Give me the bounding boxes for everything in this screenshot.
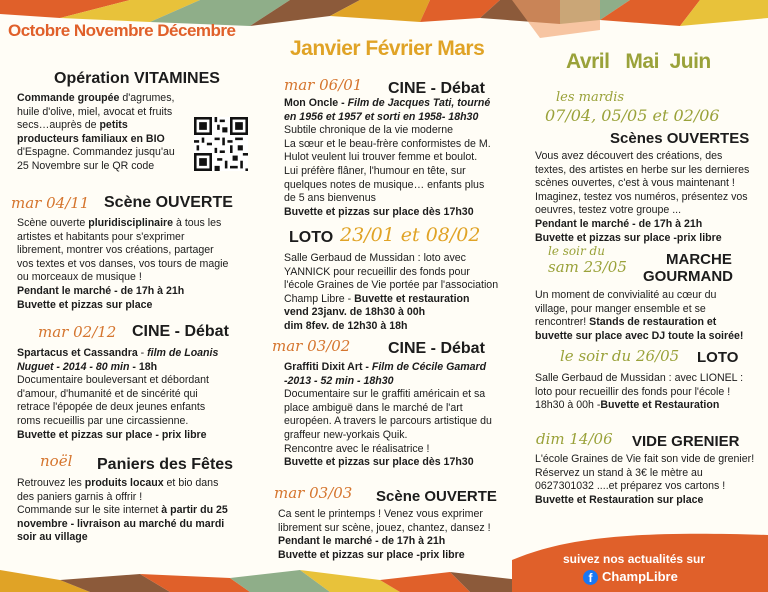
vide-grenier-text-line: 0627301032 ....et préparez vos cartons ! — [535, 480, 726, 493]
vitamines-text-line: producteurs familiaux en BIO — [17, 132, 165, 145]
cine-debat-text-line: - 18h — [129, 360, 158, 373]
loto-text-line: Salle Gerbaud de Mussidan : loto avec — [284, 252, 466, 264]
paniers-text — [17, 477, 255, 545]
marche-date: sam 23/05 — [548, 258, 627, 276]
cine1-date: mar 06/01 — [284, 76, 363, 94]
scenes-text-line: oeuvres, testez votre groupe ... — [535, 204, 682, 217]
cine2-text-line: Graffiti Dixit Art - — [284, 361, 372, 373]
cine-debat-text — [17, 347, 255, 442]
vitamines-text-line: 25 Novembre sur le QR code — [17, 159, 155, 172]
cine1-title: CINE - Débat — [388, 80, 485, 97]
paniers-text-line: soir au village — [17, 531, 88, 544]
cine-debat-text-line: Buvette et pizzas sur place - prix libre — [17, 428, 207, 441]
vide-grenier-text-line: L'école Graines de Vie fait son vide de grenier! — [535, 453, 755, 465]
loto-title: LOTO — [289, 229, 334, 246]
loto-text-line: vend 23janv. de 18h30 à 00h — [284, 306, 426, 319]
footer-follow-text: suivez nos actualités sur — [563, 552, 706, 566]
scenes-text-line: Imaginez, testez vos numéros, présentez vos — [535, 190, 748, 203]
scene2-date: mar 03/03 — [274, 484, 353, 502]
paniers-text-line: produits locaux — [84, 477, 164, 489]
vide-grenier-text — [535, 453, 765, 507]
scene2-text-line: Buvette et pizzas sur place -prix libre — [278, 548, 465, 561]
marche-title-2: GOURMAND — [643, 268, 733, 285]
paniers-text-line: à partir du 25 — [161, 504, 228, 517]
paniers-text-line: et bio dans — [163, 477, 219, 489]
paniers-text-line: des paniers garnis à offrir ! — [17, 490, 143, 503]
loto-text-line: Champ Libre - — [284, 292, 355, 305]
cine1-text-line: Mon Oncle - — [284, 97, 348, 109]
vitamines-text-line: secs…auprès de — [17, 119, 100, 132]
cine-debat-text-line: - 2014 - 80 min — [53, 360, 130, 373]
scene-ouverte-text-line: librement, montrer vos créations, partager — [17, 244, 214, 257]
cine-debat-text-line: roms recueillis par une circassienne. — [17, 414, 189, 427]
scene-ouverte-text-line: Scène ouverte — [17, 217, 89, 229]
qr-code[interactable] — [194, 117, 248, 171]
cine1-text — [284, 97, 510, 219]
scene-ouverte-date: mar 04/11 — [11, 194, 90, 212]
loto3-date: le soir du 26/05 — [560, 347, 680, 365]
loto-text-line: Buvette et restauration — [354, 292, 470, 305]
quarter-heading-q2: Janvier Février Mars — [290, 37, 485, 60]
cine1-text-line: La sœur et le beau-frère conformistes de M. — [284, 137, 491, 150]
loto3-text-line: Buvette et Restauration — [600, 399, 720, 412]
quarter-heading-q1: Octobre Novembre Décembre — [8, 21, 236, 40]
cine2-title: CINE - Débat — [388, 340, 485, 357]
marche-text-line: Stands de restauration et — [589, 316, 717, 329]
vitamines-text-line: d'agrumes, — [119, 92, 175, 104]
paniers-text-line: Commande sur le site internet — [17, 504, 162, 517]
scene-ouverte-text-line: Buvette et pizzas sur place — [17, 298, 153, 311]
loto3-title: LOTO — [697, 349, 739, 366]
scenes-text-line: textes, des artistes en herbe sur les dernieres — [535, 163, 750, 176]
scenes-text-line: Vous avez découvert des créations, des — [535, 150, 723, 162]
cine-debat-title: CINE - Débat — [132, 323, 229, 340]
marche-text-line: rencontrer! — [535, 316, 590, 329]
cine1-text-line: quelques notes de musique… enfants plus — [284, 178, 485, 191]
vide-grenier-text-line: Buvette et Restauration sur place — [535, 493, 704, 506]
cine1-text-line: Buvette et pizzas sur place dès 17h30 — [284, 205, 474, 218]
scene-ouverte-text-line: ou morceaux de musique ! — [17, 271, 142, 284]
marche-date-label: le soir du — [548, 244, 605, 258]
cine2-text-line: graffeur new-yorkais Quik. — [284, 428, 408, 441]
vitamines-text-line: d'Espagne. Commandez jusqu'au — [17, 146, 175, 159]
scene-ouverte-text-line: artistes et habitants pour s'exprimer — [17, 230, 185, 243]
scene2-text — [278, 508, 510, 562]
marche-text-line: village, pour manger ensemble et se — [535, 302, 706, 315]
scenes-text — [535, 150, 765, 245]
loto-text-line: l'école Graines de Vie portée par l'association — [284, 279, 499, 292]
marche-text-line: Un moment de convivialité au cœur du — [535, 289, 717, 301]
scenes-text-line: Pendant le marché - de 17h à 21h — [535, 217, 703, 230]
vitamines-text — [17, 92, 195, 174]
cine1-text-line: Hulot veulent lui trouver femme et boulot. — [284, 151, 478, 164]
loto3-text-line: 18h30 à 00h - — [535, 399, 601, 412]
marche-title-1: MARCHE — [666, 251, 732, 268]
cine-debat-text-line: Nuguet — [17, 360, 54, 373]
cine1-text-line: de 5 ans bienvenus — [284, 192, 376, 205]
scene-ouverte-text-line: vos textes et vos danses, vos tours de magie — [17, 257, 229, 270]
scene2-title: Scène OUVERTE — [376, 488, 497, 505]
vide-grenier-title: VIDE GRENIER — [632, 433, 740, 450]
loto-text-line: dim 8fev. de 12h30 à 18h — [284, 319, 408, 332]
scene2-text-line: librement sur scène, jouez, chantez, dansez ! — [278, 521, 491, 534]
cine-debat-text-line: - — [137, 347, 148, 359]
cine-debat-text-line: Documentaire bouleversant et débordant — [17, 374, 209, 387]
cine-debat-text-line: d'amour, d'humanité et de sincérité qui — [17, 387, 198, 400]
scene2-text-line: Ca sent le printemps ! Venez vous exprimer — [278, 508, 483, 520]
cine2-text-line: place ambiguë dans le marché de l'art — [284, 401, 463, 414]
cine-debat-date: mar 02/12 — [38, 323, 117, 341]
scene-ouverte-text-line: Pendant le marché - de 17h à 21h — [17, 284, 185, 297]
cine-debat-text-line: Spartacus et Cassandra — [17, 347, 138, 359]
scenes-date-label: les mardis — [556, 90, 625, 105]
loto-text — [284, 252, 510, 334]
paniers-text-line: novembre - livraison au marché du mardi — [17, 517, 225, 530]
scene-ouverte-text-line: à tous les — [173, 217, 222, 229]
scenes-text-line: scènes ouvertes, c'est à vous maintenant ! — [535, 177, 735, 190]
scene-ouverte-text — [17, 217, 255, 312]
loto3-text-line: loto pour recueillir des fonds pour l'école ! — [535, 385, 731, 398]
paniers-title: Paniers des Fêtes — [97, 456, 234, 473]
vitamines-text-line: petits — [99, 119, 128, 132]
cine2-text-line: Rencontre avec le réalisatrice ! — [284, 442, 430, 455]
scenes-dates: 07/04, 05/05 et 02/06 — [545, 106, 720, 125]
marche-text-line: buvette sur place avec DJ toute la soirée! — [535, 329, 744, 342]
cine1-text-line: Lui préfère flâner, l'humour en tête, sur — [284, 164, 466, 177]
cine1-text-line: Subtile chronique de la vie moderne — [284, 124, 454, 137]
cine2-text-line: Documentaire sur le graffiti américain et sa — [284, 388, 486, 401]
cine1-text-line: en 1956 et 1957 et sorti en 1958- 18h30 — [284, 110, 479, 123]
scene-ouverte-text-line: pluridisciplinaire — [88, 217, 174, 229]
cine2-text-line: -2013 - 52 min - 18h30 — [284, 374, 394, 387]
marche-text — [535, 289, 765, 343]
scenes-title: Scènes OUVERTES — [610, 130, 750, 147]
loto3-text-line: Salle Gerbaud de Mussidan : avec LIONEL : — [535, 372, 744, 384]
cine2-text-line: européen. A travers le parcours artistique du — [284, 415, 492, 428]
loto-text-line: YANNICK pour recueillir des fonds pour — [284, 265, 470, 278]
vide-grenier-text-line: Réservez un stand à 3€ le mètre au — [535, 466, 703, 479]
facebook-icon[interactable]: f — [583, 570, 598, 585]
scenes-text-line: Buvette et pizzas sur place -prix libre — [535, 231, 722, 244]
cine1-text-line: Film de Jacques Tati, tourné — [347, 97, 491, 109]
vitamines-text-line: huile d'olive, miel, avocat et fruits — [17, 105, 173, 118]
vitamines-text-line: Commande groupée — [17, 92, 120, 104]
cine2-text-line: Film de Cécile Gamard — [371, 361, 487, 373]
cine2-text — [284, 361, 510, 470]
scene-ouverte-title: Scène OUVERTE — [104, 194, 233, 211]
cine-debat-text-line: film de Loanis — [147, 347, 219, 359]
quarter-heading-q3: Avril Mai Juin — [566, 50, 711, 73]
facebook-page-link[interactable]: ChampLibre — [602, 569, 678, 584]
cine2-text-line: Buvette et pizzas sur place dès 17h30 — [284, 456, 474, 469]
vitamines-title: Opération VITAMINES — [54, 70, 220, 87]
cine-debat-text-line: retrace l'épopée de deux jeunes enfants — [17, 401, 206, 414]
scene2-text-line: Pendant le marché - de 17h à 21h — [278, 535, 446, 548]
vide-grenier-date: dim 14/06 — [536, 430, 613, 448]
loto-date: 23/01 et 08/02 — [340, 224, 481, 246]
paniers-date: noël — [40, 452, 73, 470]
cine2-date: mar 03/02 — [272, 337, 351, 355]
paniers-text-line: Retrouvez les — [17, 477, 85, 489]
loto3-text — [535, 372, 765, 413]
